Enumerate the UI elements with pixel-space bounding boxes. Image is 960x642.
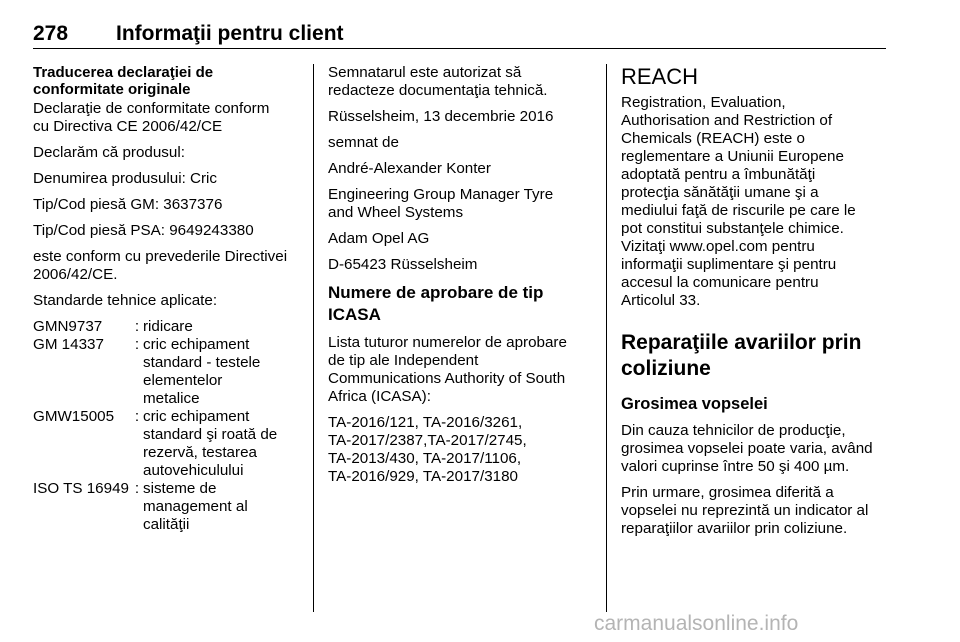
signature-paragraph-5: Engineering Group Manager Tyre and Wheel Systems xyxy=(328,186,554,221)
repair-heading: Reparaţiile avariilor prin coliziune xyxy=(621,331,862,380)
column-3 xyxy=(621,64,889,546)
standard-separator: : xyxy=(134,318,140,335)
declaration-paragraph-7: Standarde tehnice aplicate: xyxy=(33,292,218,309)
paint-paragraph-1: Din cauza tehnicilor de producţie, grosimea vopselei poate varia, având valori cuprinse între 50 şi 400 µm. xyxy=(621,422,873,475)
standard-code: GM 14337 xyxy=(33,336,104,353)
header-rule xyxy=(33,48,886,49)
declaration-paragraph-2: Declarăm că produsul: xyxy=(33,144,185,161)
column-2 xyxy=(328,64,584,494)
declaration-heading: Traducerea declaraţiei de conformitate originale xyxy=(33,64,214,98)
table-row xyxy=(33,408,301,480)
declaration-paragraph-6: este conform cu prevederile Directivei 2006/42/CE. xyxy=(33,248,288,283)
table-row xyxy=(33,336,301,408)
declaration-paragraph-4: Tip/Cod piesă GM: 3637376 xyxy=(33,196,223,213)
standard-separator: : xyxy=(134,336,140,353)
column-divider-2 xyxy=(606,64,607,612)
page-number: 278 xyxy=(33,22,69,45)
paint-paragraph-2: Prin urmare, grosimea diferită a vopselei nu reprezintă un indicator al reparaţiilor avariilor prin coliziune. xyxy=(621,484,869,537)
signature-paragraph-7: D-65423 Rüsselsheim xyxy=(328,256,478,273)
paint-heading: Grosimea vopselei xyxy=(621,395,768,413)
signature-paragraph-6: Adam Opel AG xyxy=(328,230,430,247)
standard-description: sisteme de management al calităţii xyxy=(143,480,248,533)
icasa-heading: Numere de aprobare de tip ICASA xyxy=(328,283,544,324)
declaration-paragraph-5: Tip/Cod piesă PSA: 9649243380 xyxy=(33,222,254,239)
signature-paragraph-2: Rüsselsheim, 13 decembrie 2016 xyxy=(328,108,554,125)
declaration-paragraph-1: Declaraţie de conformitate conform cu Directiva CE 2006/42/CE xyxy=(33,100,270,135)
signature-paragraph-4: André-Alexander Konter xyxy=(328,160,491,177)
standards-table xyxy=(33,318,301,534)
standard-separator: : xyxy=(134,480,140,497)
standard-description: cric echipament standard - testele elementelor metalice xyxy=(143,336,261,407)
reach-heading: REACH xyxy=(621,64,699,89)
standard-separator: : xyxy=(134,408,140,425)
standard-code: GMW15005 xyxy=(33,408,115,425)
running-title: Informaţii pentru client xyxy=(116,22,344,45)
signature-paragraph-3: semnat de xyxy=(328,134,399,151)
column-1 xyxy=(33,64,301,534)
table-row xyxy=(33,318,301,336)
standard-code: GMN9737 xyxy=(33,318,103,335)
column-divider-1 xyxy=(313,64,314,612)
signature-paragraph-1: Semnatarul este autorizat să redacteze documentaţia tehnică. xyxy=(328,64,548,99)
declaration-paragraph-3: Denumirea produsului: Cric xyxy=(33,170,218,187)
table-row xyxy=(33,480,301,534)
reach-paragraph: Registration, Evaluation, Authorisation and Restriction of Chemicals (REACH) este o reglementare a Uniunii Europene adoptată pentru a îmbunătăţi protecţia sănătăţii umane şi a mediului faţă de riscurile pe care le pot constitui substanţele chimice. Vizitaţi www.opel.com pentru informaţii suplimentare şi pentru accesul la comunicare pentru Articolul 33. xyxy=(621,94,856,309)
standard-description: cric echipament standard şi roată de rezervă, testarea autovehiculului xyxy=(143,408,278,479)
standard-code: ISO TS 16949 xyxy=(33,480,129,497)
icasa-paragraph-2: TA-2016/121, TA-2016/3261, TA-2017/2387,TA-2017/2745, TA-2013/430, TA-2017/1106, TA-2016/929, TA-2017/3180 xyxy=(328,414,527,485)
icasa-paragraph-1: Lista tuturor numerelor de aprobare de tip ale Independent Communications Authority of South Africa (ICASA): xyxy=(328,334,567,405)
standard-description: ridicare xyxy=(143,318,193,335)
watermark: carmanualsonline.info xyxy=(594,612,799,635)
